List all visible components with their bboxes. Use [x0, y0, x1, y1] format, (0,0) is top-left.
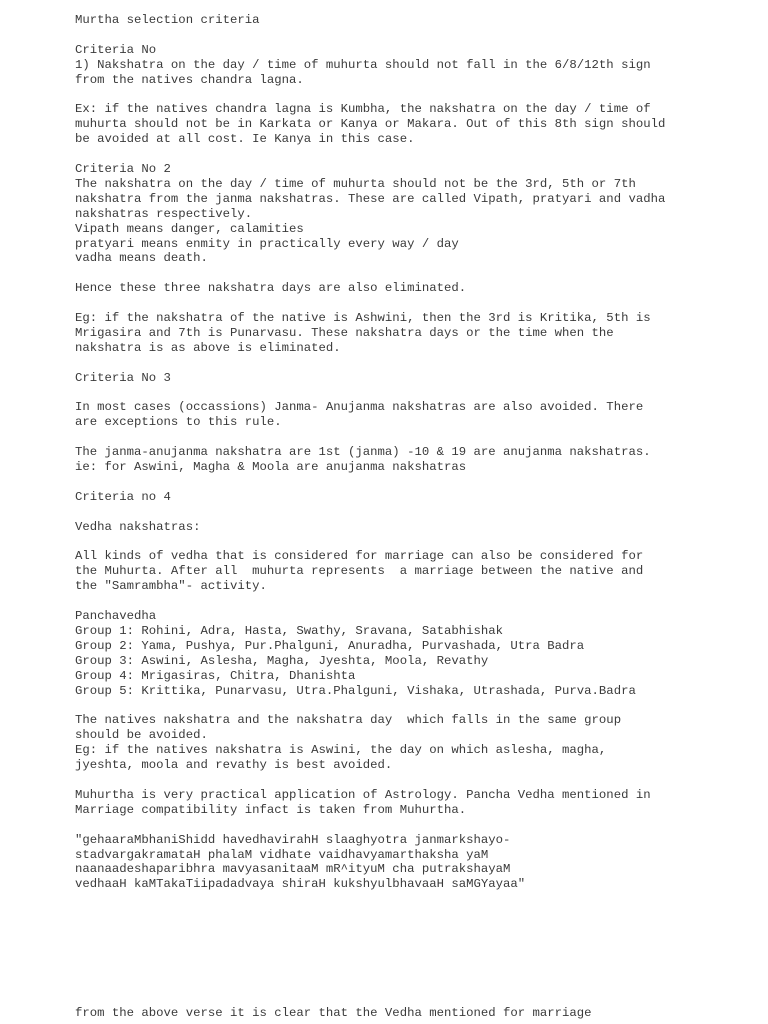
- paragraph: [75, 549, 755, 594]
- text-line: Murtha selection criteria: [75, 13, 260, 27]
- text-line: Panchavedha: [75, 609, 157, 624]
- text-line: Group 4: Mrigasiras, Chitra, Dhanishta: [75, 668, 356, 683]
- text-line: Group 3: Aswini, Aslesha, Magha, Jyeshta, Moola, Revathy: [75, 653, 489, 668]
- text-line: the "Samrambha"- activity.: [75, 579, 267, 594]
- text-line: Mrigasira and 7th is Punarvasu. These nakshatra days or the time when the: [75, 325, 614, 340]
- text-line: Group 5: Krittika, Punarvasu, Utra.Phalguni, Vishaka, Utrashada, Purva.Badra: [75, 683, 636, 698]
- text-line: stadvargakramataH phalaM vidhate vaidhavyamarthaksha yaM: [75, 847, 489, 862]
- text-line: Group 2: Yama, Pushya, Pur.Phalguni, Anuradha, Purvashada, Utra Badra: [75, 638, 585, 653]
- paragraph: [75, 445, 755, 475]
- text-line: Ex: if the natives chandra lagna is Kumbha, the nakshatra on the day / time of: [75, 102, 651, 117]
- paragraph: [75, 400, 755, 430]
- paragraph: [75, 609, 755, 698]
- text-line: Marriage compatibility infact is taken from Muhurtha.: [75, 802, 467, 817]
- paragraph: [75, 13, 755, 28]
- paragraph: [75, 281, 755, 296]
- text-line: Criteria no 4: [75, 489, 171, 504]
- text-line: The janma-anujanma nakshatra are 1st (janma) -10 & 19 are anujanma nakshatras.: [75, 445, 651, 460]
- paragraph: [75, 713, 755, 773]
- text-line: Vedha nakshatras:: [75, 519, 201, 534]
- text-line: Criteria No: [75, 42, 157, 57]
- text-line: naanaadeshaparibhra mavyasanitaaM mR^ityuM cha putrakshayaM: [75, 862, 511, 877]
- text-line: should be avoided.: [75, 728, 208, 743]
- text-line: Group 1: Rohini, Adra, Hasta, Swathy, Sravana, Satabhishak: [75, 623, 504, 638]
- text-line: vedhaaH kaMTakaTiipadadvaya shiraH kukshyulbhavaaH saMGYayaa": [75, 877, 526, 892]
- text-line: muhurta should not be in Karkata or Kanya or Makara. Out of this 8th sign should: [75, 117, 666, 132]
- text-line: All kinds of vedha that is considered for marriage can also be considered for: [75, 549, 644, 564]
- paragraph: [75, 162, 755, 266]
- text-line: nakshatras respectively.: [75, 206, 253, 221]
- text-line: In most cases (occassions) Janma- Anujanma nakshatras are also avoided. There: [75, 400, 644, 415]
- paragraph: [75, 43, 755, 88]
- text-line: Muhurtha is very practical application of Astrology. Pancha Vedha mentioned in: [75, 787, 651, 802]
- text-line: 1) Nakshatra on the day / time of muhurta should not fall in the 6/8/12th sign: [75, 57, 651, 72]
- text-line: Criteria No 2: [75, 162, 171, 177]
- text-line: Vipath means danger, calamities: [75, 221, 304, 236]
- paragraph: [75, 102, 755, 147]
- paragraph: [75, 788, 755, 818]
- text-line: are exceptions to this rule.: [75, 415, 282, 430]
- text-line: jyeshta, moola and revathy is best avoided.: [75, 758, 393, 773]
- text-line: ie: for Aswini, Magha & Moola are anujanma nakshatras: [75, 460, 467, 475]
- paragraph: [75, 520, 755, 535]
- text-line: nakshatra from the janma nakshatras. These are called Vipath, pratyari and vadha: [75, 191, 666, 206]
- text-line: The natives nakshatra and the nakshatra day which falls in the same group: [75, 713, 622, 728]
- text-line: Eg: if the nakshatra of the native is Ashwini, then the 3rd is Kritika, 5th is: [75, 311, 651, 326]
- paragraph: [75, 311, 755, 356]
- paragraph: [75, 490, 755, 505]
- text-line: from the natives chandra lagna.: [75, 72, 304, 87]
- text-line: Criteria No 3: [75, 370, 171, 385]
- text-line: vadha means death.: [75, 251, 208, 266]
- paragraph: [75, 833, 755, 893]
- text-line: "gehaaraMbhaniShidd havedhavirahH slaaghyotra janmarkshayo-: [75, 832, 511, 847]
- text-line: the Muhurta. After all muhurta represents a marriage between the native and: [75, 564, 644, 579]
- text-line: nakshatra is as above is eliminated.: [75, 340, 341, 355]
- document-body: [75, 13, 755, 907]
- text-line: The nakshatra on the day / time of muhurta should not be the 3rd, 5th or 7th: [75, 176, 636, 191]
- text-line: be avoided at all cost. Ie Kanya in this case.: [75, 132, 415, 147]
- footer-line: from the above verse it is clear that the Vedha mentioned for marriage: [75, 1006, 592, 1020]
- text-line: pratyari means enmity in practically every way / day: [75, 236, 459, 251]
- text-line: Hence these three nakshatra days are also eliminated.: [75, 281, 467, 296]
- paragraph: [75, 371, 755, 386]
- text-line: Eg: if the natives nakshatra is Aswini, the day on which aslesha, magha,: [75, 743, 607, 758]
